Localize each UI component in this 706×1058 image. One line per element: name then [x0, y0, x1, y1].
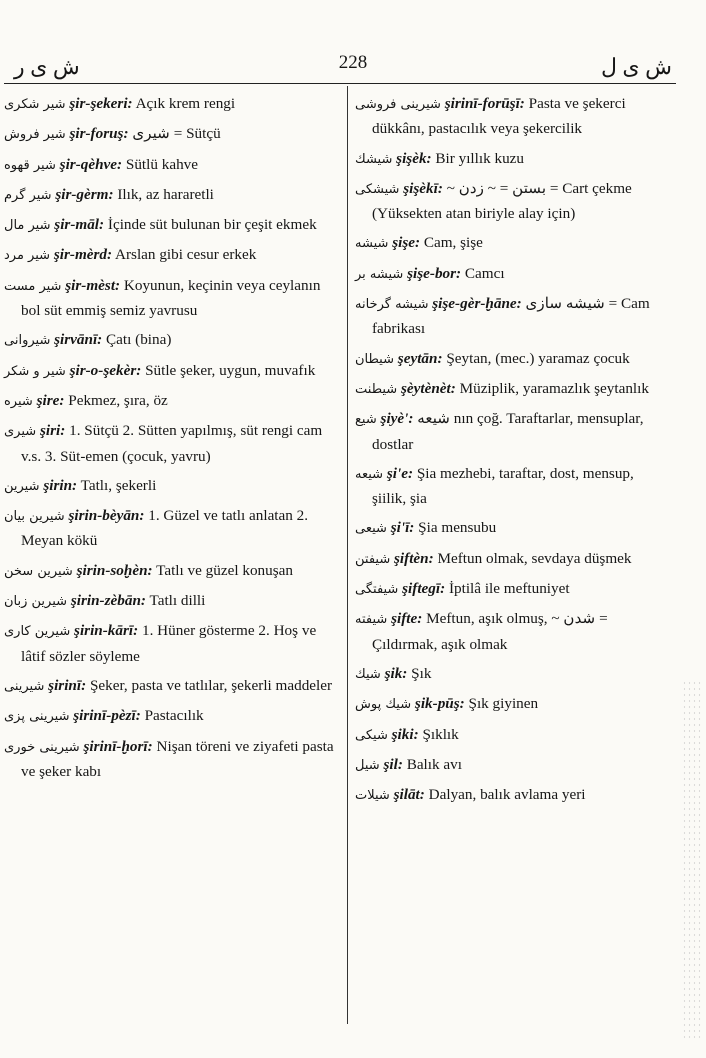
entry-headword: şeytān: [397, 349, 443, 367]
entry-arabic-script: شير مرد [4, 248, 51, 264]
entry-definition: شيعه nın çoğ. Taraftarlar, mensuplar, dostlar [372, 410, 644, 453]
entry-definition: Pekmez, şıra, öz [68, 391, 168, 409]
entry-arabic-script: شير فروش [4, 127, 66, 143]
dictionary-entry [355, 662, 661, 687]
entry-arabic-script: شيرين كارى [4, 624, 71, 640]
dictionary-entry [4, 153, 338, 178]
entry-arabic-script: شيرين زبان [4, 594, 68, 610]
entry-headword: şir-mèst: [65, 276, 121, 294]
dictionary-entry [4, 735, 338, 785]
entry-arabic-script: شيعى [355, 521, 387, 537]
entry-arabic-script: شيك [355, 666, 381, 682]
entry-headword: şik-pūş: [414, 695, 465, 713]
dictionary-entry [4, 474, 338, 499]
entry-definition: Meftun, aşık olmuş, ~ شدن = Çıldırmak, aşık olmak [372, 610, 608, 653]
entry-arabic-script: شيرينى [4, 678, 45, 694]
entry-headword: şirinī: [48, 676, 87, 694]
entry-definition: Balık avı [406, 755, 462, 773]
entry-definition: Ilık, az hararetli [117, 185, 214, 203]
dictionary-entry [355, 753, 661, 778]
entry-headword: şiri: [39, 422, 66, 440]
entry-arabic-script: شيك پوش [355, 697, 412, 713]
entry-definition: Şeytan, (mec.) yaramaz çocuk [446, 349, 630, 367]
entry-headword: şiftegī: [402, 580, 446, 598]
page-number: 228 [338, 52, 368, 73]
dictionary-entry [355, 783, 661, 808]
entry-definition: Müziplik, yaramazlık şeytanlık [459, 379, 649, 397]
dictionary-entry [355, 516, 661, 541]
dictionary-entry [4, 243, 338, 268]
entry-definition: ~ بستن = ~ زدن = Cart çekme (Yüksekten atan biriyle alay için) [372, 179, 632, 223]
entry-headword: şifte: [391, 610, 423, 628]
dictionary-entry [4, 213, 338, 238]
entry-definition: Dalyan, balık avlama yeri [428, 786, 586, 804]
dictionary-entry [4, 504, 338, 554]
dictionary-entry [355, 547, 661, 572]
entry-arabic-script: شير مست [4, 278, 62, 294]
dictionary-entry [4, 389, 338, 414]
dictionary-entry [4, 328, 338, 353]
entry-arabic-script: شيفته [355, 612, 388, 628]
entry-definition: Nişan töreni ve ziyafeti pasta ve şeker kabı [21, 737, 334, 780]
entry-definition: Bir yıllık kuzu [435, 149, 524, 167]
entry-arabic-script: شيطنت [355, 381, 398, 397]
entry-headword: şişèk: [396, 149, 432, 167]
entry-headword: şirinī-ḫorī: [83, 737, 153, 755]
entry-definition: Tatlı, şekerli [80, 476, 157, 494]
entry-arabic-script: شيره [4, 393, 33, 409]
entry-headword: şir-şekeri: [69, 95, 133, 112]
header-left-letters: ش ى ر [14, 54, 80, 79]
dictionary-entry [4, 419, 338, 469]
entry-headword: şişe: [392, 234, 421, 252]
right-column [355, 92, 661, 813]
entry-headword: şişe-gèr-ḫāne: [432, 295, 522, 313]
dictionary-entry [355, 462, 661, 512]
entry-headword: şèytènèt: [400, 379, 456, 397]
entry-arabic-script: شيلات [355, 788, 390, 804]
entry-headword: şişe-bor: [407, 264, 462, 282]
entry-definition: شيرى = Sütçü [132, 125, 221, 143]
entry-headword: şilāt: [393, 786, 425, 804]
entry-definition: 1. Hüner gösterme 2. Hoş ve lâtif sözler söyleme [21, 622, 317, 665]
entry-definition: Açık krem rengi [135, 95, 236, 112]
entry-arabic-script: شيشك [355, 151, 393, 167]
entry-definition: İptilâ ile meftuniyet [448, 580, 570, 598]
entry-headword: şirin-kārī: [74, 622, 139, 640]
entry-definition: شيشه سازى = Cam fabrikası [372, 295, 650, 338]
entry-headword: şirin-bèyān: [68, 507, 145, 525]
entry-arabic-script: شيرى [4, 424, 37, 440]
entry-arabic-script: شير مال [4, 218, 51, 234]
scan-noise [682, 680, 702, 1040]
dictionary-entry [355, 577, 661, 602]
entry-headword: şiyè': [380, 410, 414, 428]
dictionary-entry [355, 723, 661, 748]
entry-arabic-script: شير شكرى [4, 97, 66, 112]
dictionary-entry [355, 692, 661, 717]
entry-headword: şil: [383, 755, 403, 773]
entry-definition: İçinde süt bulunan bir çeşit ekmek [107, 216, 317, 234]
dictionary-entry [4, 704, 338, 729]
entry-arabic-script: شير قهوه [4, 157, 56, 173]
entry-headword: şi'ī: [390, 519, 415, 537]
entry-arabic-script: شيشه گرخانه [355, 297, 429, 313]
dictionary-entry [4, 92, 338, 117]
entry-definition: Tatlı ve güzel konuşan [156, 561, 293, 579]
entry-headword: şiftèn: [394, 549, 434, 567]
dictionary-entry [4, 359, 338, 384]
entry-definition: Çatı (bina) [106, 331, 172, 349]
entry-arabic-script: شيطان [355, 351, 394, 367]
entry-definition: Arslan gibi cesur erkek [115, 246, 257, 264]
entry-arabic-script: شيفتن [355, 551, 391, 567]
entry-definition: Pastacılık [144, 707, 204, 725]
entry-arabic-script: شيرينى پزى [4, 709, 70, 725]
entry-arabic-script: شيشه بر [355, 266, 404, 282]
entry-definition: Sütle şeker, uygun, muvafık [145, 361, 316, 379]
entry-arabic-script: شيل [355, 757, 380, 773]
entry-arabic-script: شيعه [355, 466, 384, 482]
entry-headword: şir-qèhve: [59, 155, 123, 173]
entry-definition: 1. Sütçü 2. Sütten yapılmış, süt rengi cam v.s. 3. Süt-emen (çocuk, yavru) [21, 422, 323, 465]
dictionary-entry [355, 377, 661, 402]
entry-headword: şir-mèrd: [53, 246, 113, 264]
page-header [0, 48, 706, 82]
entry-headword: şişèkī: [403, 179, 443, 197]
dictionary-entry [355, 607, 661, 657]
dictionary-entry [355, 292, 661, 342]
entry-arabic-script: شير گرم [4, 187, 52, 203]
entry-headword: şirinī-pèzī: [73, 707, 141, 725]
dictionary-entry [355, 407, 661, 457]
dictionary-entry [4, 619, 338, 669]
entry-definition: Koyunun, keçinin veya ceylanın bol süt emmiş semiz yavrusu [21, 276, 321, 320]
dictionary-entry [4, 274, 338, 324]
entry-arabic-script: شيرين سخن [4, 563, 73, 579]
entry-headword: şiki: [391, 725, 419, 743]
entry-headword: şirinī-forūşī: [444, 95, 525, 112]
entry-arabic-script: شيشكى [355, 181, 400, 197]
entry-definition: Şeker, pasta ve tatlılar, şekerli maddeler [89, 676, 333, 694]
dictionary-entry [355, 92, 661, 142]
entry-definition: Şık giyinen [468, 695, 539, 713]
entry-definition: Meftun olmak, sevdaya düşmek [437, 549, 632, 567]
entry-definition: Şıklık [422, 725, 459, 743]
entry-definition: Şık [411, 664, 432, 682]
dictionary-entry [355, 177, 661, 227]
entry-headword: şir-māl: [54, 216, 105, 234]
dictionary-entry [4, 589, 338, 614]
entry-arabic-script: شيرينى خورى [4, 739, 80, 755]
column-divider [347, 86, 348, 1024]
dictionary-entry [355, 262, 661, 287]
entry-arabic-script: شيرين [4, 478, 40, 494]
entry-definition: Camcı [464, 264, 505, 282]
dictionary-entry [4, 183, 338, 208]
entry-headword: şirin-zèbān: [70, 592, 146, 610]
header-right-letters: ش ى ل [600, 54, 672, 79]
entry-definition: Cam, şişe [423, 234, 483, 252]
entry-arabic-script: شيرينى فروشى [355, 97, 441, 112]
entry-arabic-script: شيشه [355, 236, 389, 252]
dictionary-entry [355, 231, 661, 256]
entry-definition: Şia mezhebi, taraftar, dost, mensup, şiilik, şia [372, 464, 634, 508]
entry-definition: 1. Güzel ve tatlı anlatan 2. Meyan kökü [21, 507, 309, 550]
entry-headword: şik: [384, 664, 408, 682]
entry-headword: şirin: [43, 476, 78, 494]
entry-definition: Şia mensubu [418, 519, 497, 537]
entry-headword: şir-gèrm: [55, 185, 114, 203]
entry-definition: Sütlü kahve [125, 155, 199, 173]
dictionary-entry [4, 559, 338, 584]
entry-arabic-script: شيع [355, 412, 377, 428]
entry-arabic-script: شيروانى [4, 333, 51, 349]
dictionary-entry [4, 674, 338, 699]
entry-headword: şirin-soḫèn: [76, 561, 153, 579]
entry-definition: Pasta ve şekerci dükkânı, pastacılık veya şekercilik [372, 95, 626, 138]
entry-headword: şir-foruş: [69, 125, 129, 143]
header-rule [4, 83, 676, 84]
dictionary-entry [355, 147, 661, 172]
entry-arabic-script: شيكى [355, 727, 388, 743]
dictionary-entry [4, 122, 338, 147]
entry-headword: şi'e: [386, 464, 414, 482]
entry-headword: şir-o-şekèr: [69, 361, 142, 379]
left-column [4, 92, 338, 789]
entry-arabic-script: شيفتگى [355, 582, 399, 598]
dictionary-entry [355, 347, 661, 372]
entry-headword: şirvānī: [54, 331, 103, 349]
entry-definition: Tatlı dilli [149, 592, 206, 610]
entry-arabic-script: شيرين بيان [4, 509, 65, 525]
entry-arabic-script: شير و شكر [4, 363, 66, 379]
entry-headword: şire: [36, 391, 65, 409]
